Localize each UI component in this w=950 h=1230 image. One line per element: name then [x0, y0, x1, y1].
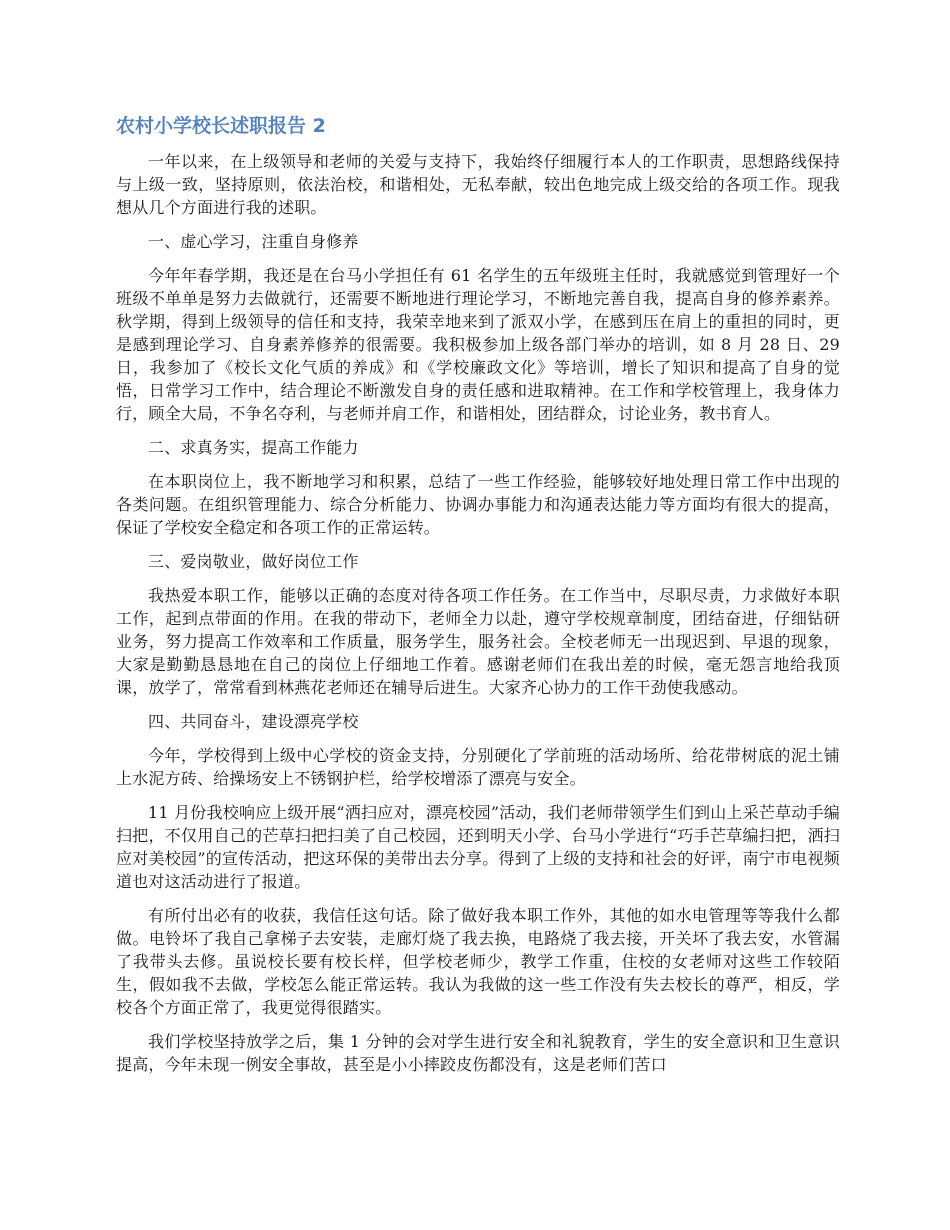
paragraph-section-4-a: 今年，学校得到上级中心学校的资金支持，分别硬化了学前班的活动场所、给花带树底的泥土铺上水泥方砖、给操场安上不锈钢护栏，给学校增添了漂亮与安全。 — [116, 746, 840, 788]
paragraph-section-4-c: 有所付出必有的收获，我信任这句话。除了做好我本职工作外，其他的如水电管理等等我什么都做。电铃坏了我自己拿梯子去安装，走廊灯烧了我去换，电路烧了我去接，开关坏了我去安，水管漏了我带头去修。虽说校长要有校长样，但学校老师少，教学工作重，住校的女老师对这些工作较陌生，假如我不去做，学校怎么能正常运转。我认为我做的这一些工作没有失去校长的尊严，相反，学校各个方面正常了，我更觉得很踏实。 — [116, 906, 840, 1017]
section-heading-2: 二、求真务实，提高工作能力 — [148, 438, 359, 457]
document-page — [116, 112, 840, 1087]
paragraph-section-1: 今年年春学期，我还是在台马小学担任有 61 名学生的五年级班主任时，我就感觉到管理好一个班级不单单是努力去做就行，还需要不断地进行理论学习，不断地完善自我，提高自身的修养素养。秋学期，得到上级领导的信任和支持，我荣幸地来到了派双小学，在感到压在肩上的重担的同时，更是感到理论学习、自身素养修养的很需要。我积极参加上级各部门举办的培训，如 8 月 28 日、29 日，我参加了《校长文化气质的养成》和《学校廉政文化》等培训，增长了知识和提高了自身的觉悟，日常学习工作中，结合理论不断激发自身的责任感和进取精神。在工作和学校管理上，我身体力行，顾全大局，不争名夺利，与老师并肩工作，和谐相处，团结群众，讨论业务，教书育人。 — [116, 266, 840, 423]
section-heading-1: 一、虚心学习，注重自身修养 — [148, 232, 359, 251]
paragraph-section-2: 在本职岗位上，我不断地学习和积累，总结了一些工作经验，能够较好地处理日常工作中出现的各类问题。在组织管理能力、综合分析能力、协调办事能力和沟通表达能力等方面均有很大的提高，保证了学校安全稳定和各项工作的正常运转。 — [116, 472, 840, 537]
paragraph-section-3: 我热爱本职工作，能够以正确的态度对待各项工作任务。在工作当中，尽职尽责，力求做好本职工作，起到点带面的作用。在我的带动下，老师全力以赴，遵守学校规章制度，团结奋进，仔细钻研业务，努力提高工作效率和工作质量，服务学生，服务社会。全校老师无一出现迟到、早退的现象，大家是勤勤恳恳地在自己的岗位上仔细地工作着。感谢老师们在我出差的时候，毫无怨言地给我顶课，放学了，常常看到林燕花老师还在辅导后进生。大家齐心协力的工作干劲使我感动。 — [116, 586, 840, 697]
section-heading-3: 三、爱岗敬业，做好岗位工作 — [148, 552, 359, 571]
paragraph-section-4-d: 我们学校坚持放学之后，集 1 分钟的会对学生进行安全和礼貌教育，学生的安全意识和卫生意识提高，今年未现一例安全事故，甚至是小小摔跤皮伤都没有，这是老师们苦口 — [116, 1032, 840, 1074]
paragraph-section-4-b: 11 月份我校响应上级开展“洒扫应对，漂亮校园”活动，我们老师带领学生们到山上采芒草动手编扫把，不仅用自己的芒草扫把扫美了自己校园，还到明天小学、台马小学进行“巧手芒草编扫把，洒扫应对美校园”的宣传活动，把这环保的美带出去分享。得到了上级的支持和社会的好评，南宁市电视频道也对这活动进行了报道。 — [116, 803, 840, 891]
document-title: 农村小学校长述职报告 2 — [116, 115, 326, 137]
paragraph-intro: 一年以来，在上级领导和老师的关爱与支持下，我始终仔细履行本人的工作职责，思想路线保持与上级一致，坚持原则，依法治校，和谐相处，无私奉献，较出色地完成上级交给的各项工作。现我想从几个方面进行我的述职。 — [116, 152, 840, 217]
section-heading-4: 四、共同奋斗，建设漂亮学校 — [148, 712, 359, 731]
